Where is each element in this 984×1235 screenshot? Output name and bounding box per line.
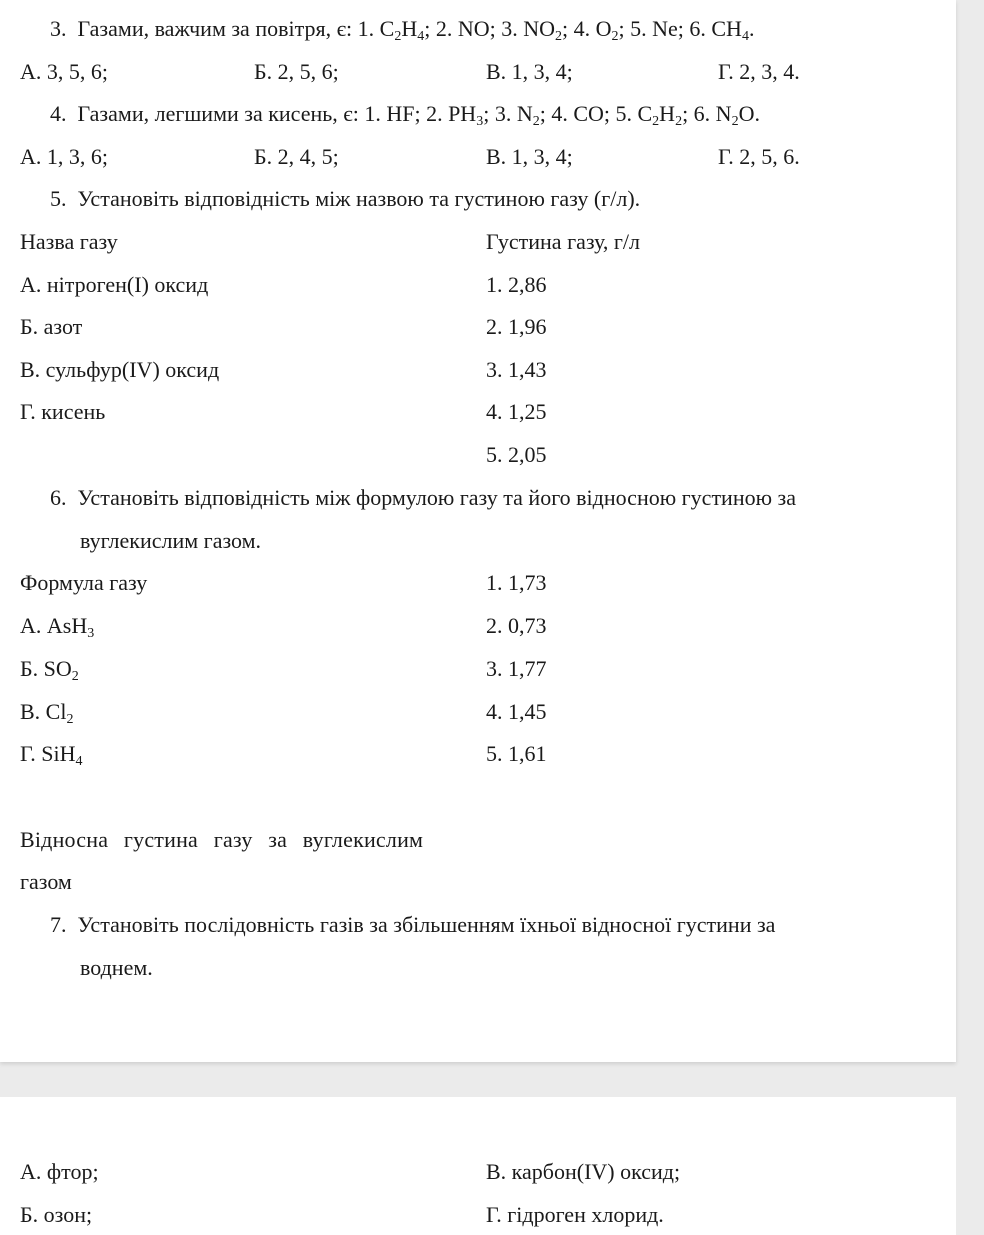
match-item-left: Б. $SO_2$: [20, 656, 79, 684]
question-5-number: 5.: [50, 186, 67, 211]
match-item-left: А. AsH$_3$: [20, 613, 95, 641]
question-7-number: 7.: [50, 912, 67, 937]
question-7-text: 7. Установіть послідовність газів за збільшенням їхньої відносної густини за: [50, 912, 776, 937]
question-3-text: 3. Газами, важчим за повітря, є: 1. $C_2H_4$; 2. NO; 3. $NO_2$; 4. $O_2$; 5. Ne; 6. $CH_4$.: [50, 16, 755, 44]
match-item-right: 3. 1,77: [486, 656, 547, 681]
answer-option: В. карбон(IV) оксид;: [486, 1159, 681, 1184]
match-item-right: 2. 0,73: [486, 613, 547, 638]
match-item-left: Г. SiH$_4$: [20, 741, 83, 769]
answer-option: Г. 2, 3, 4.: [718, 59, 800, 84]
question-6-number: 6.: [50, 485, 67, 510]
answer-option: Г. 2, 5, 6.: [718, 144, 800, 169]
answer-option: А. 3, 5, 6;: [20, 59, 108, 84]
question-3-number: 3.: [50, 16, 67, 41]
answer-option: В. 1, 3, 4;: [486, 59, 573, 84]
match-item-right: 5. 1,61: [486, 741, 547, 766]
match-item-right: 5. 2,05: [486, 442, 547, 467]
match-item-left: Г. кисень: [20, 399, 106, 424]
column-header-continued: газом: [20, 869, 72, 894]
match-item-left: В. сульфур(IV) оксид: [20, 357, 220, 382]
question-6-text: 6. Установіть відповідність між формулою газу та його відносною густиною за: [50, 485, 796, 510]
column-header: Назва газу: [20, 229, 118, 254]
match-item-left: А. нітроген(I) оксид: [20, 272, 209, 297]
column-header: Густина газу, г/л: [486, 229, 640, 254]
match-item-left: В. $Cl_2$: [20, 699, 74, 727]
question-4-number: 4.: [50, 101, 67, 126]
document-page-2: [0, 1097, 956, 1235]
column-header: Формула газу: [20, 570, 148, 595]
match-item-right: 4. 1,45: [486, 699, 547, 724]
answer-option: А. фтор;: [20, 1159, 99, 1184]
match-item-right: 1. 2,86: [486, 272, 547, 297]
answer-option: Б. озон;: [20, 1202, 93, 1227]
question-6-text-continued: вуглекислим газом.: [80, 528, 262, 553]
question-4-text: 4. Газами, легшими за кисень, є: 1. HF; 2. $PH_3$; 3. $N_2$; 4. CO; 5. $C_2H_2$; 6. $N_2O$.: [50, 101, 760, 129]
match-item-right: 3. 1,43: [486, 357, 547, 382]
question-7-text-continued: воднем.: [80, 955, 153, 980]
match-item-right: 2. 1,96: [486, 314, 547, 339]
match-item-right: 4. 1,25: [486, 399, 547, 424]
answer-option: А. 1, 3, 6;: [20, 144, 108, 169]
answer-option: Б. 2, 5, 6;: [254, 59, 339, 84]
answer-option: В. 1, 3, 4;: [486, 144, 573, 169]
column-header: Відносна густина газу за вуглекислим: [20, 827, 424, 852]
answer-option: Б. 2, 4, 5;: [254, 144, 339, 169]
question-5-text: 5. Установіть відповідність між назвою та густиною газу (г/л).: [50, 186, 641, 211]
match-item-right: 1. 1,73: [486, 570, 547, 595]
match-item-left: Б. азот: [20, 314, 83, 339]
answer-option: Г. гідроген хлорид.: [486, 1202, 664, 1227]
